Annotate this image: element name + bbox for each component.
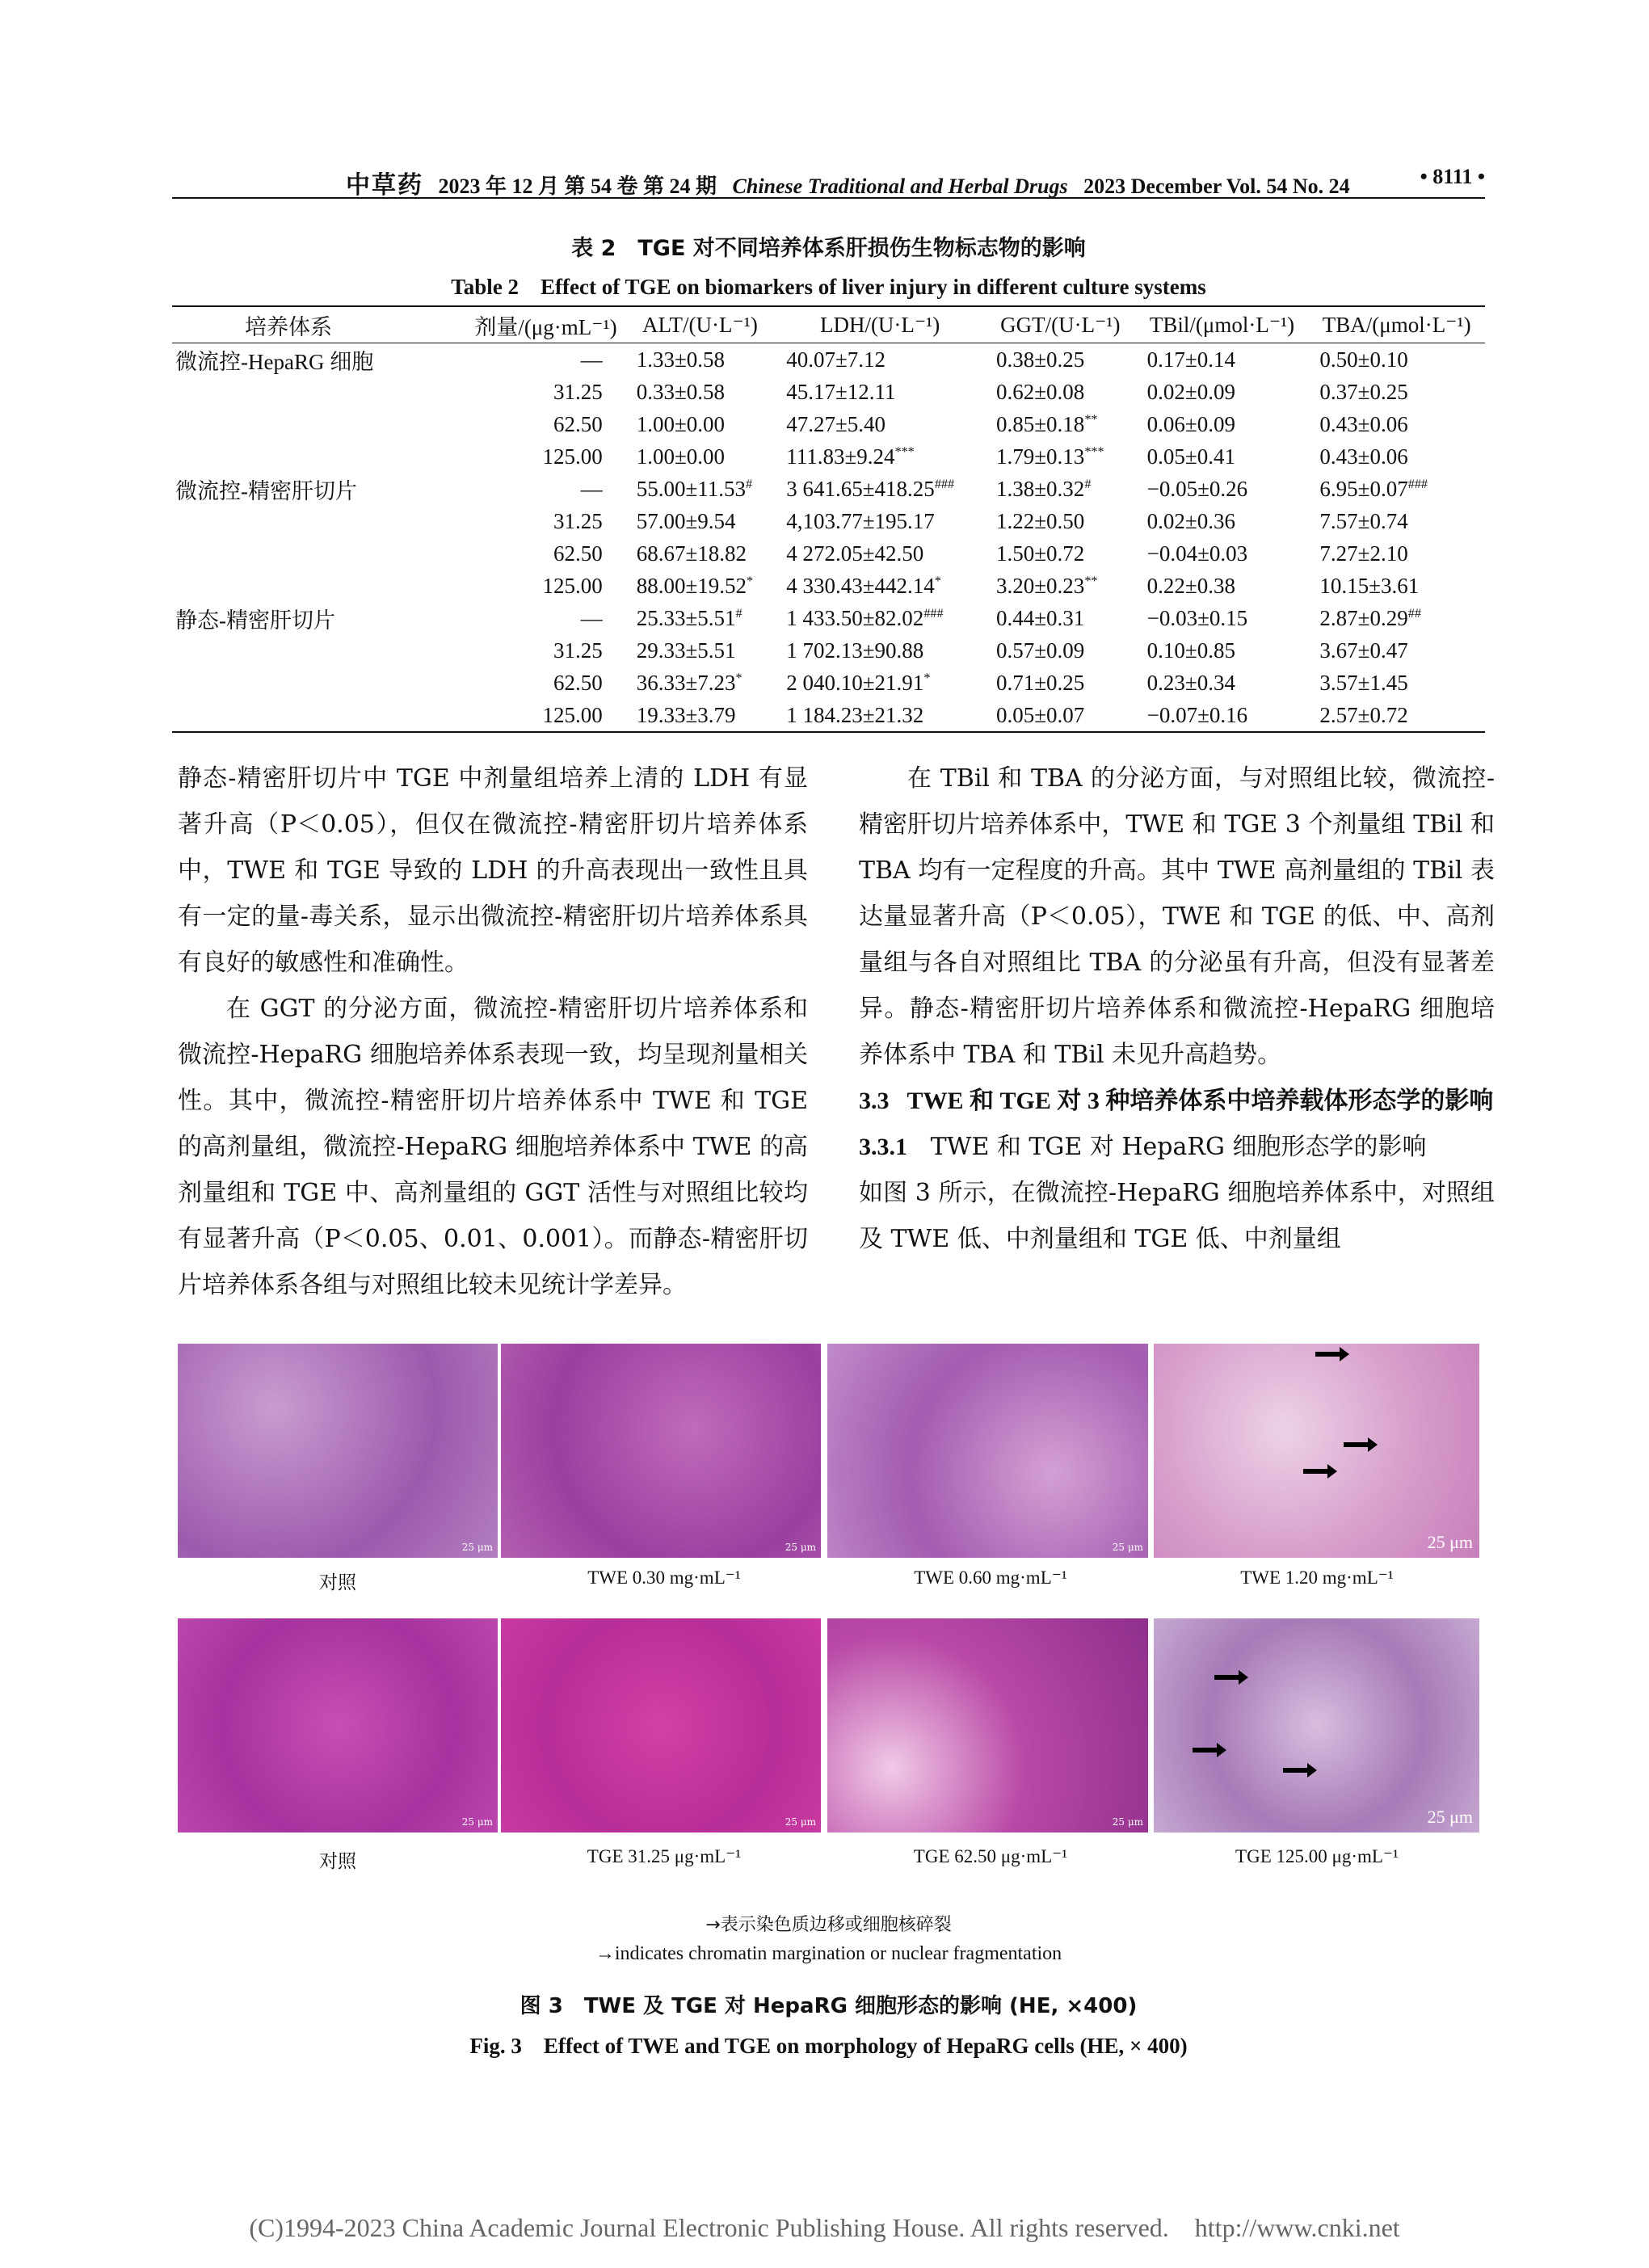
significance-mark: * (923, 670, 931, 685)
journal-name-en: Chinese Traditional and Herbal Drugs (732, 175, 1068, 198)
significance-mark: # (1084, 476, 1092, 491)
section-number: 3.3 (859, 1088, 890, 1114)
cell-tba: 3.57±1.45 (1319, 670, 1408, 695)
panel-label: 对照 (319, 1851, 356, 1871)
table-row (172, 440, 1485, 473)
cell-dose: 62.50 (553, 670, 603, 695)
section-heading-3-3 (859, 1078, 1495, 1124)
cell-tba: 0.37±0.25 (1319, 379, 1408, 404)
panel-label: TGE 62.50 μg·mL⁻¹ (913, 1846, 1068, 1866)
cell-ldh: 1 702.13±90.88 (786, 637, 924, 663)
cell-ldh: 47.27±5.40 (786, 411, 886, 436)
cell-tba: 7.27±2.10 (1319, 541, 1408, 566)
subsection-number: 3.3.1 (859, 1134, 907, 1160)
table-caption-zh: 表 2 TGE 对不同培养体系肝损伤生物标志物的影响 (571, 236, 1086, 261)
significance-mark: * (747, 573, 754, 588)
col-header-ggt: GGT/(U·L⁻¹) (1000, 312, 1121, 337)
cell-tbil: −0.05±0.26 (1146, 476, 1248, 501)
cell-dose: 125.00 (542, 702, 603, 727)
significance-mark: # (746, 476, 753, 491)
cell-tba: 2.87±0.29## (1319, 605, 1421, 630)
cell-system (172, 570, 466, 602)
journal-logo: 中草药 (346, 172, 423, 199)
cell-tbil: 0.02±0.36 (1146, 508, 1235, 533)
cell-ldh: 2 040.10±21.91* (786, 670, 931, 695)
cell-tbil: −0.07±0.16 (1146, 702, 1248, 727)
cell-system (172, 667, 466, 699)
body-paragraph: 如图 3 所示，在微流控-HepaRG 细胞培养体系中，对照组及 TWE 低、中剂量组和 TGE 低、中剂量组 (859, 1179, 1495, 1253)
cell-alt: 29.33±5.51 (636, 637, 736, 663)
scale-bar-label: 25 μm (1112, 1542, 1143, 1553)
col-header-system: 培养体系 (245, 314, 332, 339)
body-paragraph: 静态-精密肝切片中 TGE 中剂量组培养上清的 LDH 有显著升高（P＜0.05），但仅在微流控-精密肝切片培养体系中，TWE 和 TGE 导致的 LDH 的升高表现出一致性且具有一定的量-毒关系，显示出微流控-精密肝切片培养体系具有良好的敏感性和准确性。 (178, 764, 808, 977)
body-left-column (178, 755, 808, 1308)
cell-dose: 31.25 (553, 379, 603, 404)
micrograph-twe-120 (1154, 1344, 1479, 1558)
cell-tba: 0.43±0.06 (1319, 411, 1408, 436)
cell-system: 静态-精密肝切片 (175, 608, 335, 633)
cell-ggt: 0.71±0.25 (995, 670, 1085, 695)
cell-ggt: 0.62±0.08 (995, 379, 1085, 404)
cell-system (172, 634, 466, 667)
cell-ldh: 4 330.43±442.14* (786, 573, 941, 598)
cell-dose: 62.50 (553, 541, 603, 566)
cell-alt: 57.00±9.54 (636, 508, 736, 533)
cell-system (172, 408, 466, 440)
figure-caption-zh: 图 3 TWE 及 TGE 对 HepaRG 细胞形态的影响 (HE, ×400) (520, 1994, 1138, 2018)
body-right-column (859, 755, 1495, 1262)
journal-header-left (346, 165, 1350, 200)
cell-ggt: 1.38±0.32# (995, 476, 1092, 501)
cell-tba: 0.50±0.10 (1319, 347, 1408, 372)
cell-ggt: 0.38±0.25 (995, 347, 1085, 372)
cell-ldh: 1 184.23±21.32 (786, 702, 924, 727)
panel-label: TWE 0.60 mg·mL⁻¹ (914, 1567, 1067, 1588)
cell-tbil: 0.02±0.09 (1146, 379, 1235, 404)
micrograph-tge-3125 (501, 1618, 821, 1832)
cell-ggt: 0.85±0.18** (995, 411, 1098, 436)
cell-ggt: 1.79±0.13*** (995, 444, 1104, 469)
col-header-dose: 剂量/(μg·mL⁻¹) (474, 314, 617, 339)
significance-mark: *** (1084, 444, 1104, 459)
cell-ggt: 1.50±0.72 (995, 541, 1085, 566)
panel-label: TGE 31.25 μg·mL⁻¹ (587, 1846, 742, 1866)
cell-ldh: 1 433.50±82.02### (786, 605, 944, 630)
significance-mark: ### (1407, 476, 1428, 491)
body-paragraph: 在 TBil 和 TBA 的分泌方面，与对照组比较，微流控-精密肝切片培养体系中，TWE 和 TGE 3 个剂量组 TBil 和 TBA 均有一定程度的升高。其中 TWE 高剂量组的 TBil 表达量显著升高（P＜0.05），TWE 和 TGE 的低、中、高剂量组与各自对照组比 TBA 的分泌虽有升高，但没有显著差异。静态-精密肝切片培养体系和微流控-HepaRG 细胞培养体系中 TBA 和 TBil 未见升高趋势。 (859, 764, 1495, 1069)
arrow-icon (1283, 1768, 1309, 1773)
col-header-alt: ALT/(U·L⁻¹) (642, 312, 758, 337)
scale-bar-label: 25 μm (1427, 1532, 1473, 1552)
table-row (172, 343, 1485, 377)
cell-tbil: 0.05±0.41 (1146, 444, 1235, 469)
cell-tbil: 0.10±0.85 (1146, 637, 1235, 663)
significance-mark: # (735, 605, 742, 621)
section-title: TWE 和 TGE 对 3 种培养体系中培养载体形态学的影响 (907, 1088, 1494, 1114)
significance-mark: ** (1084, 411, 1098, 427)
cell-dose: — (580, 605, 603, 630)
cell-dose: 125.00 (542, 573, 603, 598)
header-rule (172, 197, 1485, 199)
cell-alt: 55.00±11.53# (636, 476, 753, 501)
significance-mark: ### (934, 476, 955, 491)
copyright-footer: (C)1994-2023 China Academic Journal Electronic Publishing House. All rights reserved. http://www.cnki.net (249, 2213, 1400, 2242)
table-row (172, 376, 1485, 408)
table-row (172, 634, 1485, 667)
cell-alt: 36.33±7.23* (636, 670, 742, 695)
table-row (172, 570, 1485, 602)
cell-dose: 31.25 (553, 637, 603, 663)
cell-tba: 7.57±0.74 (1319, 508, 1408, 533)
cell-system: 微流控-HepaRG 细胞 (175, 349, 374, 374)
cell-system (172, 537, 466, 570)
cell-tba: 6.95±0.07### (1319, 476, 1428, 501)
cell-tbil: 0.06±0.09 (1146, 411, 1235, 436)
micrograph-tge-12500 (1154, 1618, 1479, 1832)
table-row (172, 667, 1485, 699)
cell-system (172, 440, 466, 473)
cell-system (172, 376, 466, 408)
cell-ggt: 0.05±0.07 (995, 702, 1085, 727)
cell-dose: 62.50 (553, 411, 603, 436)
micrograph-twe-030 (501, 1344, 821, 1558)
panel-label: TGE 125.00 μg·mL⁻¹ (1235, 1846, 1399, 1866)
cell-alt: 1.00±0.00 (636, 411, 726, 436)
cell-alt: 1.00±0.00 (636, 444, 726, 469)
cell-ldh: 3 641.65±418.25### (786, 476, 955, 501)
cell-dose: — (580, 347, 603, 372)
cell-tbil: 0.17±0.14 (1146, 347, 1235, 372)
cell-ldh: 4,103.77±195.17 (786, 508, 935, 533)
cell-alt: 19.33±3.79 (636, 702, 736, 727)
significance-mark: * (735, 670, 742, 685)
arrow-icon (1214, 1675, 1240, 1680)
subsection-heading-3-3-1 (859, 1124, 1495, 1170)
arrow-icon (1315, 1352, 1341, 1357)
panel-label: 对照 (319, 1572, 356, 1593)
cell-ldh: 111.83±9.24*** (786, 444, 915, 469)
cell-tbil: 0.23±0.34 (1146, 670, 1235, 695)
scale-bar-label: 25 μm (785, 1816, 816, 1828)
col-header-tba: TBA/(μmol·L⁻¹) (1322, 312, 1471, 337)
significance-mark: ## (1407, 605, 1421, 621)
significance-mark: * (934, 573, 941, 588)
figure-caption-en: Fig. 3 Effect of TWE and TGE on morphology of HepaRG cells (HE, × 400) (469, 2034, 1188, 2058)
cell-tbil: −0.04±0.03 (1146, 541, 1248, 566)
table-row (172, 505, 1485, 537)
table-row (172, 699, 1485, 732)
cell-alt: 1.33±0.58 (636, 347, 726, 372)
cell-alt: 68.67±18.82 (636, 541, 747, 566)
cell-system (172, 699, 466, 732)
micrograph-control-tge (178, 1618, 498, 1832)
biomarker-table (172, 305, 1485, 733)
micrograph-twe-060 (827, 1344, 1148, 1558)
table-row (172, 602, 1485, 634)
scale-bar-label: 25 μm (1112, 1816, 1143, 1828)
running-header (172, 162, 1485, 199)
cell-ggt: 3.20±0.23** (995, 573, 1098, 598)
cell-dose: 125.00 (542, 444, 603, 469)
cell-tba: 2.57±0.72 (1319, 702, 1408, 727)
figure-note-zh: →表示染色质边移或细胞核碎裂 (705, 1915, 952, 1935)
cell-alt: 88.00±19.52* (636, 573, 754, 598)
scale-bar-label: 25 μm (785, 1542, 816, 1553)
scale-bar-label: 25 μm (1427, 1807, 1473, 1827)
panel-label: TWE 1.20 mg·mL⁻¹ (1240, 1567, 1394, 1588)
panel-label: TWE 0.30 mg·mL⁻¹ (587, 1567, 741, 1588)
cell-tba: 10.15±3.61 (1319, 573, 1420, 598)
table-row (172, 537, 1485, 570)
arrow-icon (1193, 1748, 1218, 1753)
cell-tba: 0.43±0.06 (1319, 444, 1408, 469)
cell-alt: 25.33±5.51# (636, 605, 742, 630)
cell-ldh: 4 272.05±42.50 (786, 541, 924, 566)
cell-system: 微流控-精密肝切片 (175, 478, 357, 503)
page-number: • 8111 • (1420, 165, 1485, 188)
cell-ldh: 40.07±7.12 (786, 347, 886, 372)
table-row (172, 408, 1485, 440)
col-header-tbil: TBil/(μmol·L⁻¹) (1149, 312, 1295, 337)
cell-tba: 3.67±0.47 (1319, 637, 1408, 663)
cell-system (172, 505, 466, 537)
subsection-title: TWE 和 TGE 对 HepaRG 细胞形态学的影响 (930, 1133, 1427, 1161)
arrow-icon (1303, 1469, 1329, 1474)
cell-ggt: 0.57±0.09 (995, 637, 1085, 663)
cell-alt: 0.33±0.58 (636, 379, 726, 404)
micrograph-tge-6250 (827, 1618, 1148, 1832)
significance-mark: ** (1084, 573, 1098, 588)
significance-mark: ### (923, 605, 944, 621)
cell-dose: 31.25 (553, 508, 603, 533)
table-header-row (172, 306, 1485, 343)
arrow-icon (1344, 1442, 1369, 1447)
table-caption-en: Table 2 Effect of TGE on biomarkers of liver injury in different culture systems (451, 275, 1206, 299)
micrograph-control-twe (178, 1344, 498, 1558)
cell-ggt: 0.44±0.31 (995, 605, 1085, 630)
cell-ggt: 1.22±0.50 (995, 508, 1085, 533)
table-row (172, 473, 1485, 505)
scale-bar-label: 25 μm (461, 1542, 493, 1553)
cell-ldh: 45.17±12.11 (786, 379, 896, 404)
cell-tbil: 0.22±0.38 (1146, 573, 1235, 598)
issue-en: 2023 December Vol. 54 No. 24 (1083, 175, 1350, 198)
cell-dose: — (580, 476, 603, 501)
significance-mark: *** (894, 444, 915, 459)
journal-issue: 2023 年 12 月 第 54 卷 第 24 期 (438, 175, 717, 198)
figure-note-en: →indicates chromatin margination or nuclear fragmentation (595, 1943, 1062, 1964)
col-header-ldh: LDH/(U·L⁻¹) (819, 312, 940, 337)
scale-bar-label: 25 μm (461, 1816, 493, 1828)
body-paragraph: 在 GGT 的分泌方面，微流控-精密肝切片培养体系和微流控-HepaRG 细胞培养体系表现一致，均呈现剂量相关性。其中，微流控-精密肝切片培养体系中 TWE 和 TGE 的高剂量组，微流控-HepaRG 细胞培养体系中 TWE 的高剂量组和 TGE 中、高剂量组的 GGT 活性与对照组比较均有显著升高（P＜0.05、0.01、0.001）。而静态-精密肝切片培养体系各组与对照组比较未见统计学差异。 (178, 995, 808, 1299)
cell-tbil: −0.03±0.15 (1146, 605, 1248, 630)
